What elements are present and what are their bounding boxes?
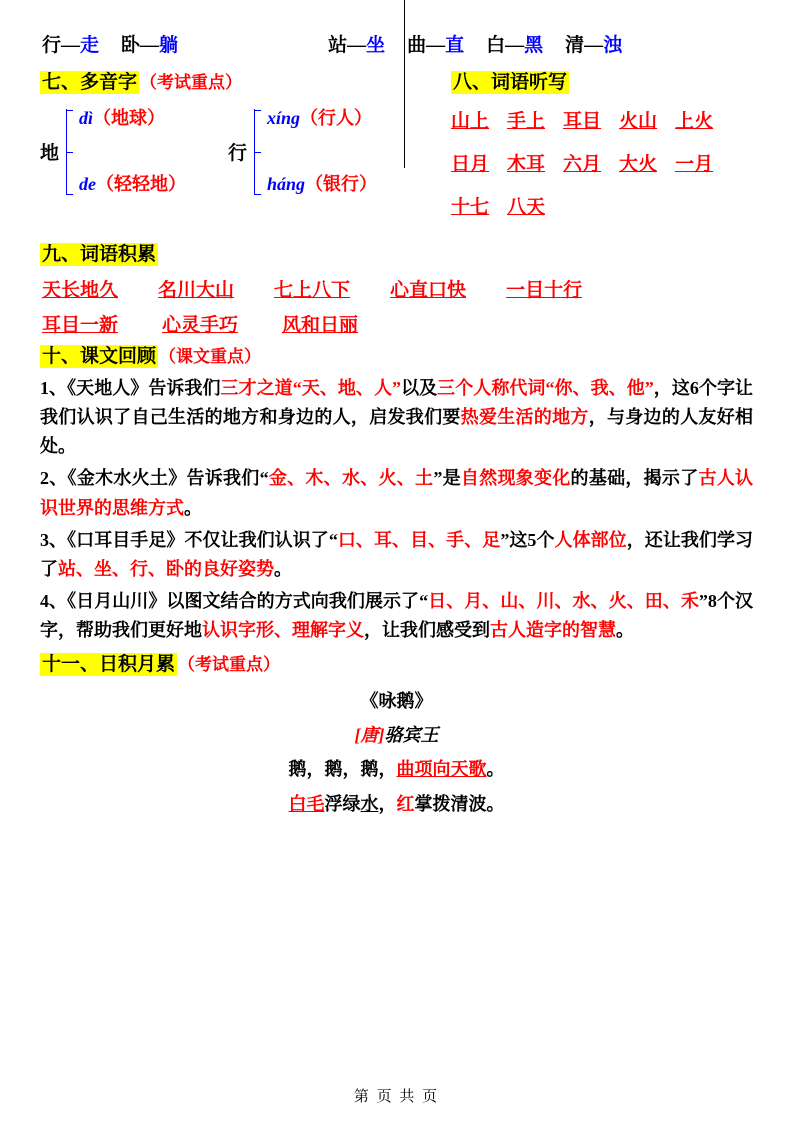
idiom: 心直口快	[390, 280, 467, 302]
text-run: 红	[396, 793, 415, 814]
text-run: 站、坐、行、卧的良好姿势	[58, 558, 274, 579]
text-run: 三才之道“天、地、人”	[220, 377, 402, 398]
idiom: 风和日丽	[282, 315, 359, 337]
page-footer: 第 页 共 页	[353, 1089, 440, 1105]
text-run: 的基础，揭示了	[570, 468, 699, 489]
review-item-2	[40, 464, 753, 522]
idiom: 耳目一新	[42, 315, 119, 337]
poem-line-1	[40, 752, 753, 786]
section-9-title: 九、词语积累	[42, 243, 157, 265]
review-item-1	[40, 374, 753, 461]
dictation-row	[451, 192, 745, 219]
text-run: 三个人称代词“你、我、他”	[437, 377, 654, 398]
brace-icon	[61, 109, 74, 195]
review-item-3	[40, 526, 753, 584]
polyphone-group	[40, 104, 445, 200]
text-run: 3、《口耳目手足》不仅让我们认识了“	[40, 529, 338, 550]
pinyin: háng	[267, 173, 306, 194]
text-run: 。	[274, 558, 292, 579]
section-7-column	[40, 63, 445, 200]
section-8-heading	[451, 70, 745, 96]
polyphone-base-char: 行	[228, 143, 248, 165]
text-run: 金、木、水、火、土	[268, 468, 434, 489]
idiom: 七上八下	[274, 280, 351, 302]
section-11-note: （考试重点）	[178, 655, 281, 675]
idiom: 心灵手巧	[162, 315, 239, 337]
text-run: 曲项向天歌	[396, 759, 487, 780]
section-7-note: （考试重点）	[140, 73, 243, 92]
reading-row	[79, 175, 186, 195]
text-run: 2、《金木水火土》告诉我们“	[40, 468, 269, 489]
poem-dynasty: [唐]	[354, 725, 385, 746]
pinyin: xíng	[267, 107, 301, 128]
antonym-pair-4: 曲—直	[407, 35, 465, 56]
text-run: 水	[360, 793, 379, 814]
dictation-word: 耳目	[563, 110, 602, 132]
dictation-word: 山上	[451, 110, 490, 132]
polyphone-readings	[267, 109, 377, 195]
column-divider	[404, 0, 405, 168]
text-run: 鹅，鹅，鹅，	[288, 759, 397, 780]
text-run: 人体部位	[554, 529, 627, 550]
section-7-8-wrapper	[40, 63, 753, 235]
section-10-title: 十、课文回顾	[42, 346, 157, 368]
dictation-word: 上火	[675, 110, 714, 132]
text-run: 白毛	[288, 793, 325, 814]
antonym-row	[40, 30, 753, 57]
dictation-word: 大火	[619, 153, 658, 175]
text-run: ，还让我们学习了	[40, 529, 754, 579]
text-run: ，这6个字让我们认识了自己生活的地方和身边的人，启发我们要	[40, 377, 754, 428]
text-run: 古人认识世界的思维方式	[40, 468, 754, 518]
text-run: 4、《日月山川》以图文结合的方式向我们展示了“	[40, 591, 429, 612]
example-word: （行人）	[300, 107, 373, 128]
dictation-word: 六月	[563, 153, 602, 175]
text-run: ”这5个	[500, 529, 555, 550]
dictation-word: 木耳	[507, 153, 546, 175]
text-run: ，与身边的人友好相处。	[40, 407, 754, 457]
pinyin: de	[79, 173, 97, 194]
text-run: 热爱生活的地方	[460, 407, 589, 428]
text-run: 浮绿	[324, 793, 361, 814]
idiom-row-2	[42, 310, 753, 337]
text-run: ”8个汉字，帮助我们更好地	[40, 591, 754, 641]
text-run: 1、《天地人》告诉我们	[40, 377, 221, 398]
idiom: 天长地久	[42, 280, 119, 302]
reading-row	[267, 109, 377, 129]
section-10-note: （课文重点）	[159, 347, 262, 367]
dictation-row	[451, 106, 745, 133]
section-9-heading	[40, 242, 753, 268]
poem-line-2	[40, 787, 753, 821]
polyphone-base-char: 地	[40, 143, 60, 165]
dictation-grid	[451, 106, 745, 219]
dictation-word: 手上	[507, 110, 546, 132]
section-7-title: 七、多音字	[42, 72, 138, 93]
pinyin: dì	[79, 107, 94, 128]
polyphone-xing	[228, 104, 377, 200]
section-11-title: 十一、日积月累	[42, 654, 176, 676]
antonym-pair-1: 行—走	[42, 35, 100, 56]
example-word: （轻轻地）	[96, 173, 187, 194]
text-run: 。	[616, 620, 634, 641]
antonym-pair-3: 站—坐	[328, 35, 386, 56]
dictation-word: 一月	[675, 153, 714, 175]
poem-title: 《咏鹅》	[360, 690, 433, 711]
idiom: 名川大山	[158, 280, 235, 302]
text-run: ，让我们感受到	[364, 620, 490, 641]
reading-row	[267, 175, 377, 195]
idiom: 一目十行	[506, 280, 583, 302]
section-11-heading	[40, 652, 753, 678]
section-7-heading	[40, 70, 445, 96]
poem-author-line	[40, 718, 753, 752]
text-run: 。	[486, 759, 505, 780]
text-run: 认识字形、理解字义	[202, 620, 364, 641]
dictation-word: 十七	[451, 196, 490, 218]
section-8-column	[445, 63, 745, 235]
antonym-pair-5: 白—黑	[486, 35, 544, 56]
poem-author: 骆宾王	[384, 725, 439, 746]
reading-row	[79, 109, 186, 129]
dictation-word: 日月	[451, 153, 490, 175]
dictation-word: 八天	[507, 196, 546, 218]
text-run: 以及	[401, 377, 438, 398]
text-run: 自然现象变化	[460, 468, 571, 489]
text-run: 掌拨清波。	[414, 793, 505, 814]
text-run: ，	[378, 793, 397, 814]
polyphone-readings	[79, 109, 186, 195]
section-8-title: 八、词语听写	[453, 72, 568, 93]
example-word: （银行）	[305, 173, 378, 194]
review-item-4	[40, 587, 753, 645]
text-run: 古人造字的智慧	[490, 620, 616, 641]
dictation-row	[451, 149, 745, 176]
brace-icon	[249, 109, 262, 195]
section-10-heading	[40, 344, 753, 370]
dictation-word: 火山	[619, 110, 658, 132]
antonym-pair-2: 卧—躺	[121, 35, 179, 56]
example-word: （地球）	[93, 107, 166, 128]
text-run: 。	[184, 497, 202, 518]
idiom-row-1	[42, 275, 753, 302]
poem-block	[40, 684, 753, 821]
antonym-pair-6: 清—浊	[565, 35, 623, 56]
text-run: 口、耳、目、手、足	[337, 529, 501, 550]
text-run: 日、月、山、川、水、火、田、禾	[428, 591, 699, 612]
polyphone-di	[40, 104, 186, 200]
text-run: ”是	[433, 468, 461, 489]
